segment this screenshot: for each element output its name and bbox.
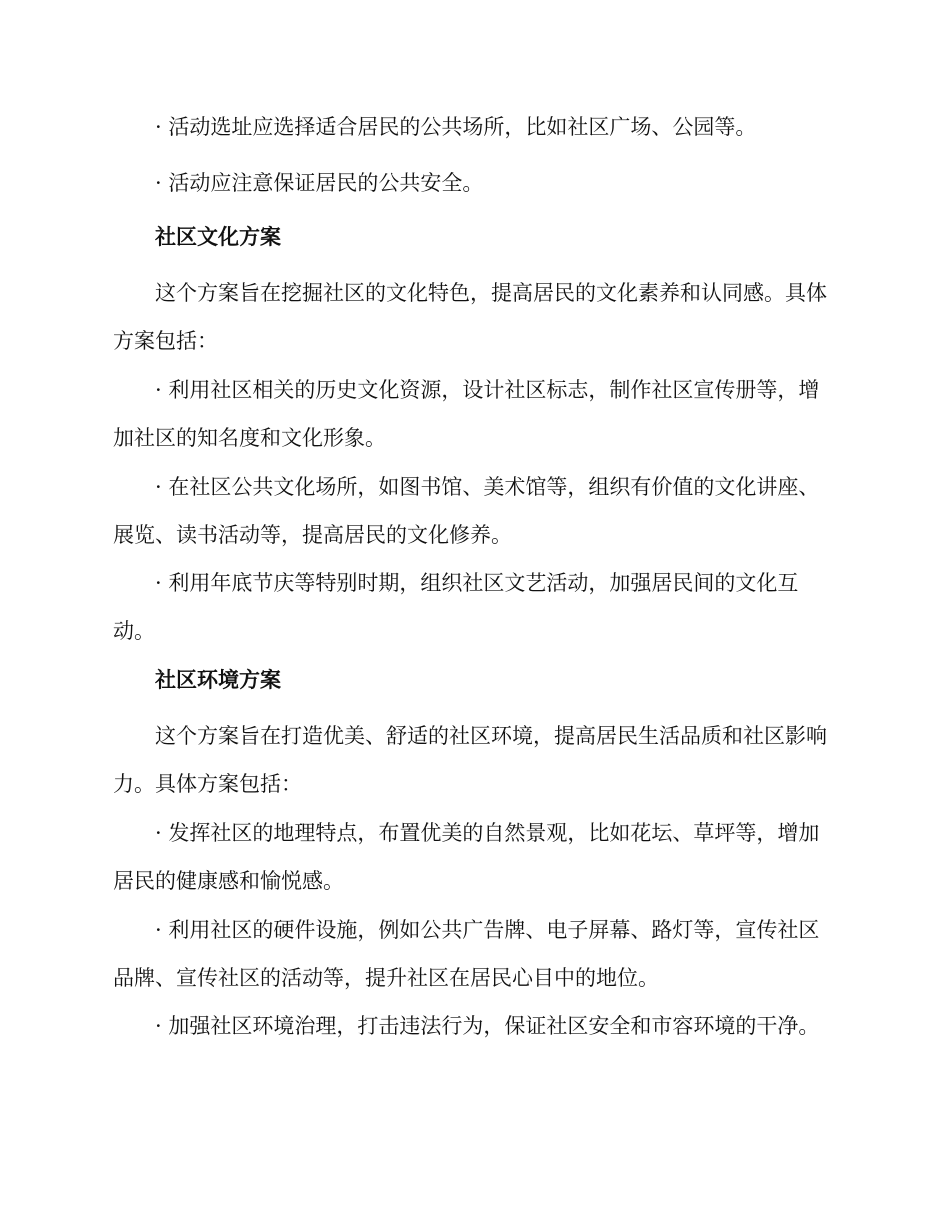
section-heading: 社区文化方案 (155, 225, 281, 249)
paragraph: 这个方案旨在挖掘社区的文化特色，提高居民的文化素养和认同感。具体方案包括： (113, 281, 827, 353)
bullet-item: · 活动应注意保证居民的公共安全。 (155, 171, 484, 195)
bullet-item: · 利用社区相关的历史文化资源，设计社区标志，制作社区宣传册等，增加社区的知名度和文化形象。 (113, 378, 820, 450)
bullet-item: · 在社区公共文化场所，如图书馆、美术馆等，组织有价值的文化讲座、展览、读书活动等，提高居民的文化修养。 (113, 475, 820, 547)
bullet-item: · 利用社区的硬件设施，例如公共广告牌、电子屏幕、路灯等，宣传社区品牌、宣传社区的活动等，提升社区在居民心目中的地位。 (113, 918, 820, 990)
paragraph: 这个方案旨在打造优美、舒适的社区环境，提高居民生活品质和社区影响力。具体方案包括： (113, 724, 827, 796)
bullet-item: · 发挥社区的地理特点，布置优美的自然景观，比如花坛、草坪等，增加居民的健康感和愉悦感。 (113, 821, 820, 893)
bullet-item: · 利用年底节庆等特别时期，组织社区文艺活动，加强居民间的文化互动。 (113, 571, 799, 643)
section-heading: 社区环境方案 (155, 668, 281, 692)
bullet-item: · 加强社区环境治理，打击违法行为，保证社区安全和市容环境的干净。 (155, 1014, 820, 1038)
bullet-item: · 活动选址应选择适合居民的公共场所，比如社区广场、公园等。 (155, 115, 757, 139)
